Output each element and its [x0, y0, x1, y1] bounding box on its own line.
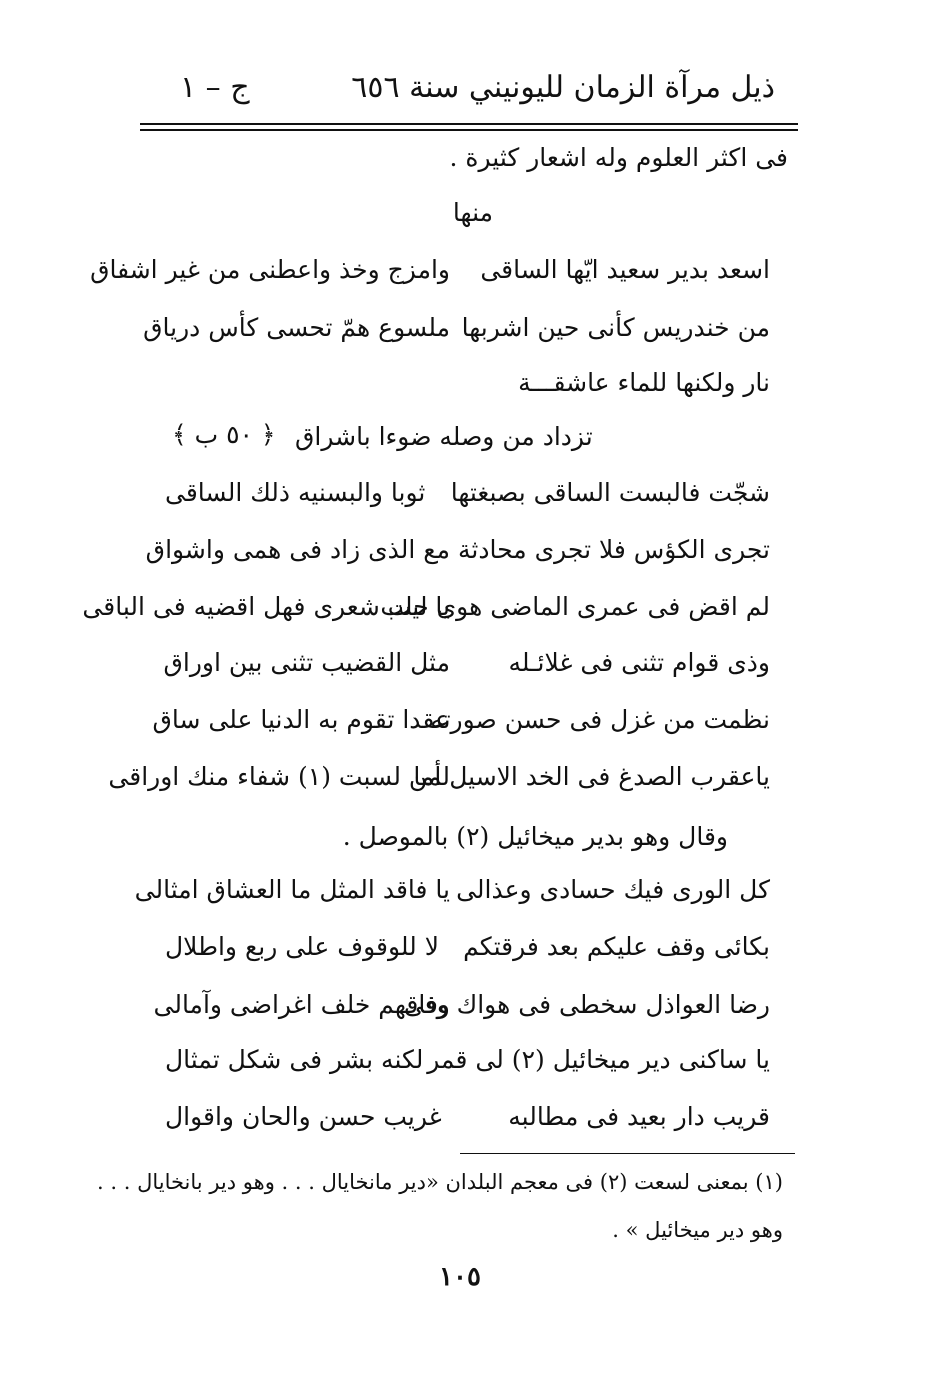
verse-row [82, 592, 770, 636]
folio-marker: ﴿ ٥٠ ب ﴾ [172, 420, 276, 449]
second-hemistich: ثوبا والبسنيه ذلك الساقى [165, 478, 426, 507]
first-hemistich: اسعد بدير سعيد ايّها الساقى [480, 255, 770, 284]
poem-intro: وقال وهو بدير ميخائيل (٢) بالموصل . [342, 822, 728, 851]
first-hemistich: لم اقض فى عمرى الماضى هوى حلب [380, 592, 770, 621]
header-rule-bottom [140, 129, 798, 131]
page-header [140, 62, 795, 112]
verse-row [165, 368, 770, 412]
first-hemistich: يا ساكنى دير ميخائيل (٢) لى قمر [427, 1045, 770, 1074]
second-hemistich: لمن لسبت (١) شفاء منك اوراقى [108, 762, 450, 791]
footnote-rule [460, 1153, 795, 1154]
second-hemistich: يا ليت شعرى فهل اقضيه فى الباقى [82, 592, 450, 621]
first-hemistich: رضا العواذل سخطى فى هواك وفى [403, 990, 770, 1019]
verse-row [153, 990, 770, 1034]
second-hemistich: ملسوع همّ تحسى كأس درياق [143, 313, 450, 342]
second-hemistich: تزداد من وصله ضوءا باشراق [295, 422, 593, 451]
first-hemistich: وذى قوام تثنى فى غلائـله [508, 648, 770, 677]
verse-row [108, 762, 770, 806]
first-hemistich: من خندريس كأنى حين اشربها [461, 313, 770, 342]
verse-row [145, 535, 770, 579]
verse-row [134, 875, 770, 919]
footnote-line: (١) بمعنى لسعت (٢) فى معجم البلدان «دير مانخايال . . . وهو دير بانخايال . . . [97, 1170, 783, 1194]
verse-row [165, 1045, 770, 1089]
verse-row [152, 705, 770, 749]
header-rule-top [140, 123, 798, 125]
page-number: ١٠٥ [439, 1262, 481, 1292]
second-hemistich: وفاقهم خلف اغراضى وآمالى [153, 990, 450, 1019]
intro-line: فى اكثر العلوم وله اشعار كثيرة . [449, 143, 788, 172]
second-hemistich: يا فاقد المثل ما العشاق امثالى [134, 875, 450, 904]
verse-row [90, 255, 770, 299]
verse-row [165, 478, 770, 522]
first-hemistich: نظمت من غزل فى حسن صورته [430, 705, 770, 734]
first-hemistich: قريب دار بعيد فى مطالبه [508, 1102, 770, 1131]
second-hemistich: مثل القضيب تثنى بين اوراق [163, 648, 450, 677]
first-hemistich: ياعقرب الصدغ فى الخد الاسيل أما [413, 762, 770, 791]
volume-number: ج – ١ [180, 70, 250, 105]
first-hemistich: بكائى وقف عليكم بعد فرقتكم [463, 932, 770, 961]
second-hemistich: مع الذى زاد فى همى واشواق [145, 535, 450, 564]
verse-row [165, 932, 770, 976]
second-hemistich: لكنه بشر فى شكل تمثال [165, 1045, 424, 1074]
first-hemistich: كل الورى فيك حسادى وعذالى [456, 875, 770, 904]
second-hemistich: غريب حسن والحان واقوال [165, 1102, 442, 1131]
verse-row [143, 313, 770, 357]
second-hemistich: وامزج وخذ واعطنى من غير اشفاق [90, 255, 450, 284]
footnote-line: وهو دير ميخائيل » . [612, 1218, 783, 1242]
first-hemistich: تجرى الكؤس فلا تجرى محادثة [457, 535, 770, 564]
verse-row [165, 648, 770, 692]
second-hemistich: عقدا تقوم به الدنيا على ساق [152, 705, 450, 734]
running-title: ذيل مرآة الزمان لليونيني سنة ٦٥٦ [351, 70, 775, 105]
verse-row [165, 1102, 770, 1146]
second-hemistich: لا للوقوف على ربع واطلال [165, 932, 439, 961]
poem-heading: منها [452, 198, 493, 227]
first-hemistich: نار ولكنها للماء عاشقـــة [518, 368, 770, 397]
first-hemistich: شجّت فالبست الساقى بصبغتها [450, 478, 770, 507]
